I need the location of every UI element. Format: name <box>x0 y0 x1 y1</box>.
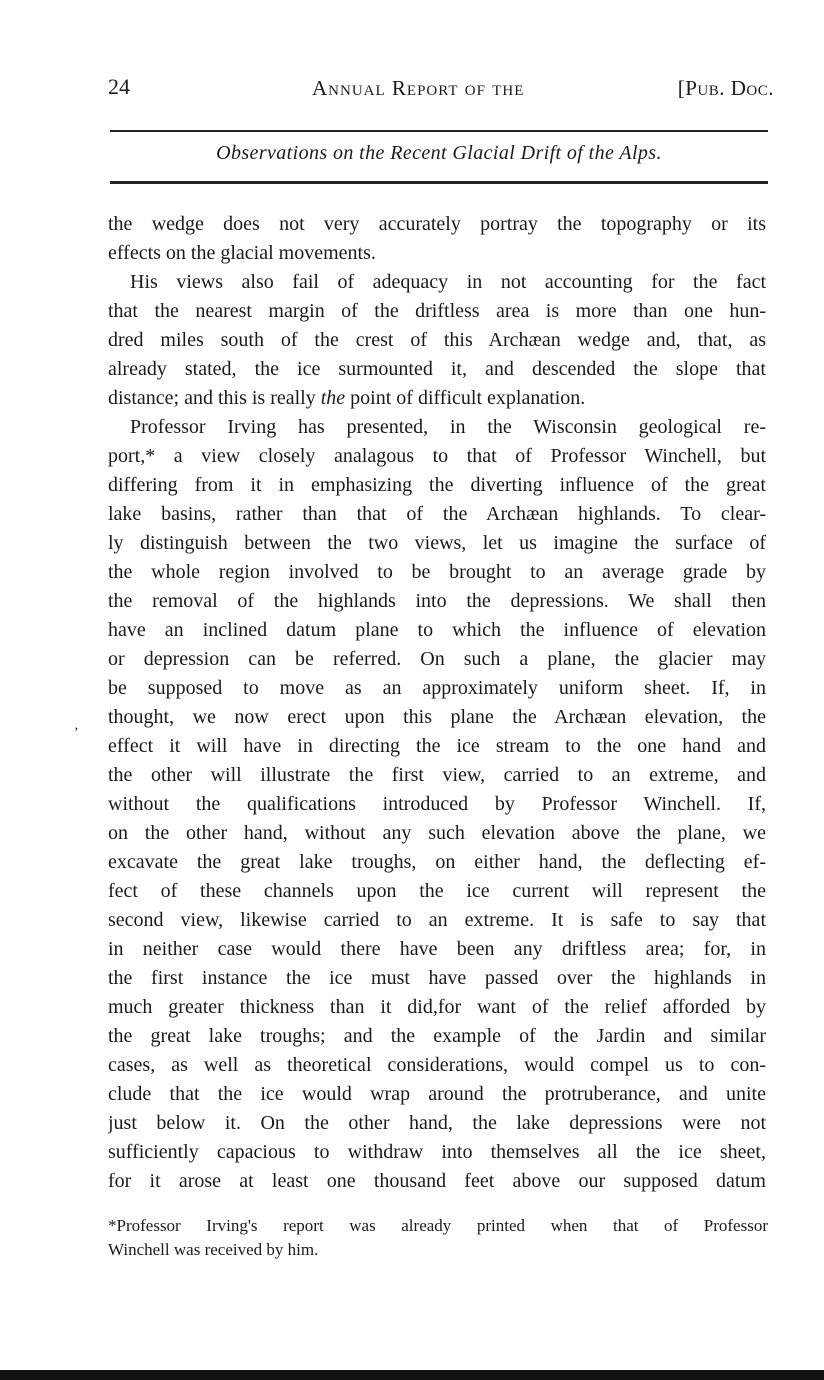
text-line: the other will illustrate the first view, carried to an extreme, and <box>108 764 766 786</box>
text-line: already stated, the ice surmounted it, and descended the slope that <box>108 358 766 380</box>
text-line: port,* a view closely analagous to that of Professor Winchell, but <box>108 445 766 467</box>
header-rule-top <box>110 130 768 132</box>
page-header <box>108 74 774 106</box>
text-line: the removal of the highlands into the depressions. We shall then <box>108 590 766 612</box>
section-title: Observations on the Recent Glacial Drift of the Alps. <box>216 142 662 164</box>
text-line: thought, we now erect upon this plane the Archæan elevation, the <box>108 706 766 728</box>
text-line: that the nearest margin of the driftless area is more than one hun- <box>108 300 766 322</box>
text-line: just below it. On the other hand, the lake depressions were not <box>108 1112 766 1134</box>
document-reference: [Pub. Doc. <box>677 76 774 100</box>
text-line: without the qualifications introduced by Professor Winchell. If, <box>108 793 766 815</box>
text-fragment: distance; and this is really <box>108 387 321 409</box>
text-line: or depression can be referred. On such a plane, the glacier may <box>108 648 766 670</box>
text-line: the great lake troughs; and the example of the Jardin and similar <box>108 1025 766 1047</box>
text-line-with-emphasis <box>108 384 766 413</box>
text-line: the wedge does not very accurately portray the topography or its <box>108 213 766 235</box>
running-title: Annual Report of the <box>312 76 525 100</box>
text-line: sufficiently capacious to withdraw into themselves all the ice sheet, <box>108 1141 766 1163</box>
text-line: much greater thickness than it did,for want of the relief afforded by <box>108 996 766 1018</box>
text-line: ly distinguish between the two views, let us imagine the surface of <box>108 532 766 554</box>
text-line: be supposed to move as an approximately uniform sheet. If, in <box>108 677 766 699</box>
paragraph-start-line: Professor Irving has presented, in the Wisconsin geological re- <box>130 416 766 438</box>
text-line: cases, as well as theoretical considerations, would compel us to con- <box>108 1054 766 1076</box>
text-line: dred miles south of the crest of this Archæan wedge and, that, as <box>108 329 766 351</box>
footnote-line: Winchell was received by him. <box>108 1240 319 1259</box>
text-line: effects on the glacial movements. <box>108 242 376 264</box>
text-line: effect it will have in directing the ice stream to the one hand and <box>108 735 766 757</box>
page-number: 24 <box>108 74 130 99</box>
text-line: second view, likewise carried to an extreme. It is safe to say that <box>108 909 766 931</box>
footnote-line: *Professor Irving's report was already printed when that of Professor <box>108 1216 768 1235</box>
text-line: lake basins, rather than that of the Archæan highlands. To clear- <box>108 503 766 525</box>
paragraph-start-line: His views also fail of adequacy in not accounting for the fact <box>130 271 766 293</box>
emphasized-word: the <box>320 387 346 409</box>
text-line: on the other hand, without any such elevation above the plane, we <box>108 822 766 844</box>
footnote <box>108 1214 768 1262</box>
text-line: the first instance the ice must have passed over the highlands in <box>108 967 766 989</box>
body-text <box>108 210 766 1196</box>
text-fragment: point of difficult explanation. <box>345 387 586 409</box>
header-rule-bottom <box>110 181 768 184</box>
margin-mark: ‚ <box>74 718 79 733</box>
text-line: for it arose at least one thousand feet above our supposed datum <box>108 1170 766 1192</box>
scan-bottom-edge <box>0 1370 824 1380</box>
text-line: fect of these channels upon the ice current will represent the <box>108 880 766 902</box>
text-line: have an inclined datum plane to which the influence of elevation <box>108 619 766 641</box>
text-line: excavate the great lake troughs, on either hand, the deflecting ef- <box>108 851 766 873</box>
text-line: clude that the ice would wrap around the protruberance, and unite <box>108 1083 766 1105</box>
text-line: in neither case would there have been any driftless area; for, in <box>108 938 766 960</box>
text-line: differing from it in emphasizing the diverting influence of the great <box>108 474 766 496</box>
text-line: the whole region involved to be brought to an average grade by <box>108 561 766 583</box>
